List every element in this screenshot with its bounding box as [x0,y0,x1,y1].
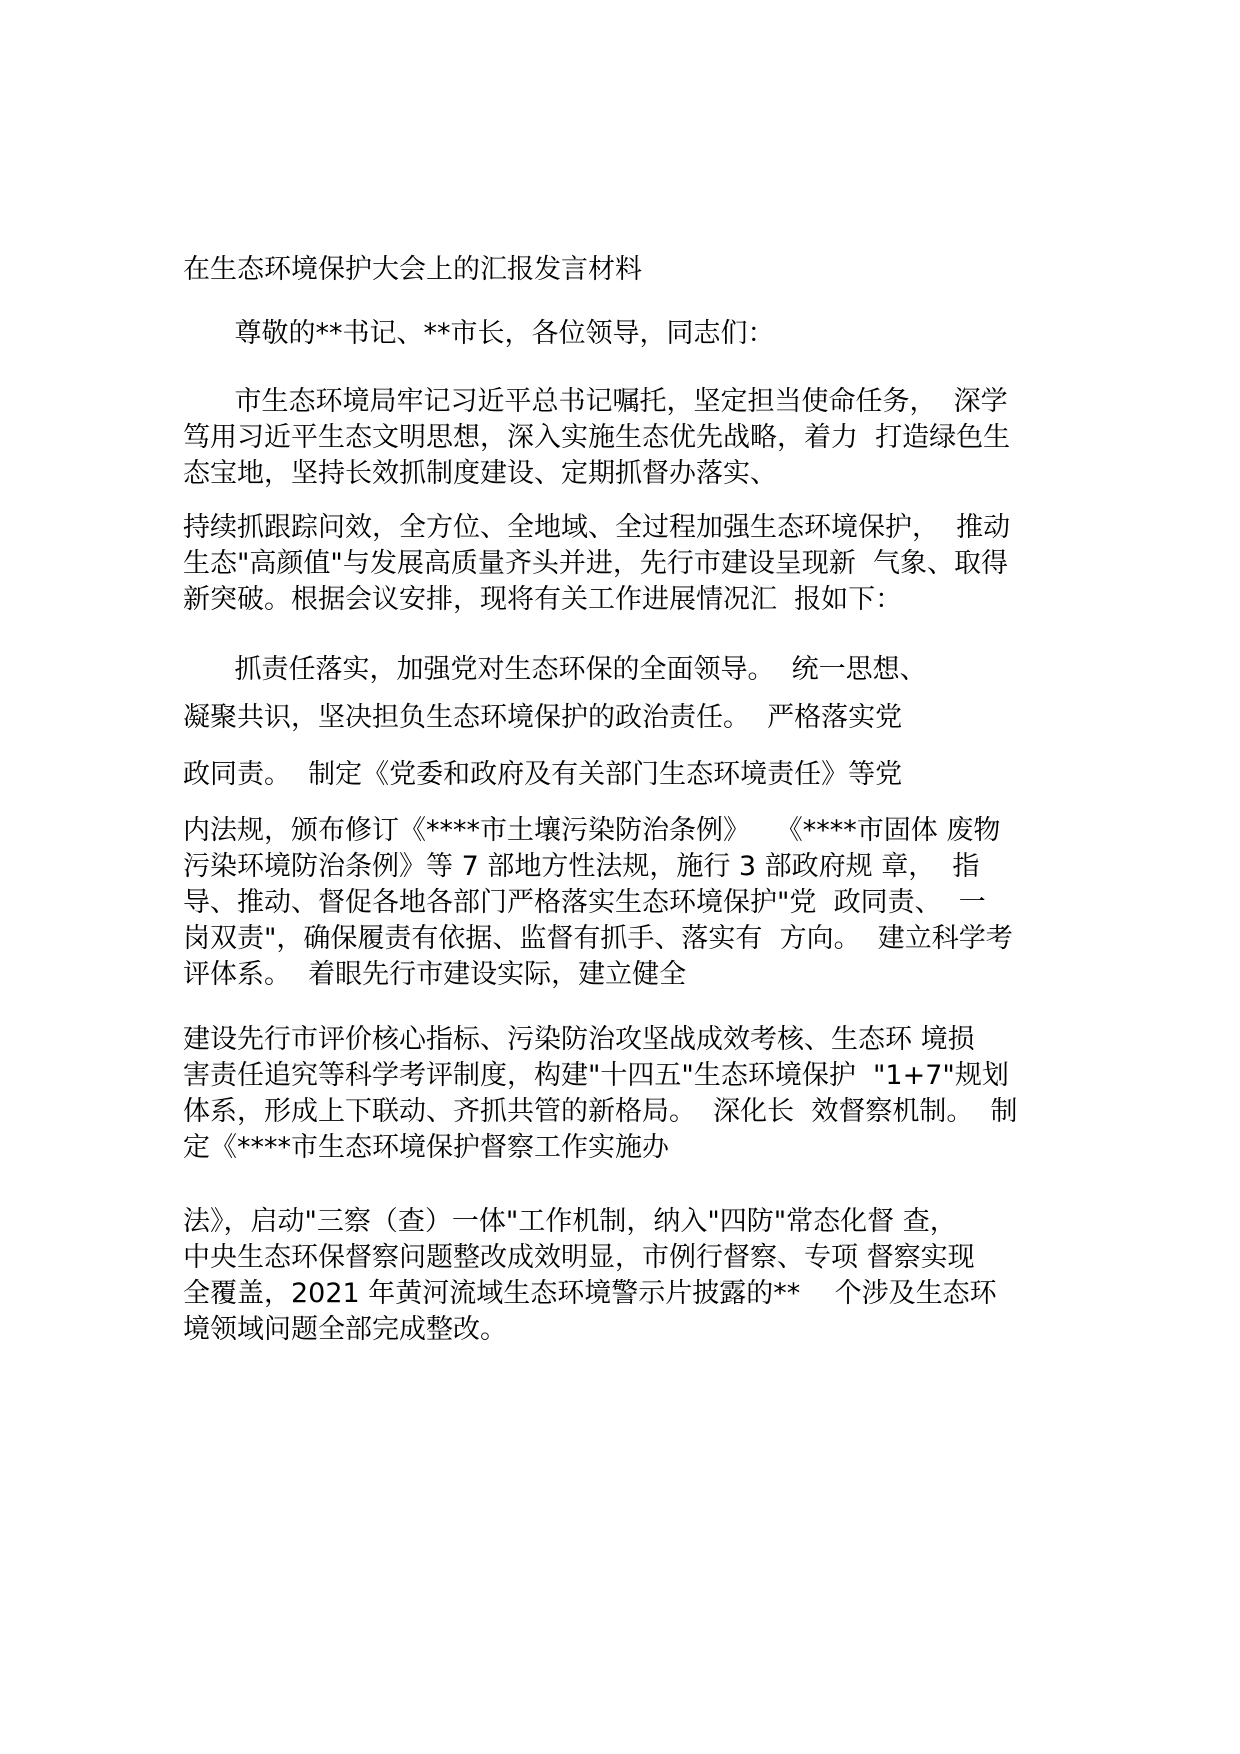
paragraph-responsibility-line-1: 抓责任落实，加强党对生态环保的全面领导。 统一思想、 [183,654,927,685]
document-title: 在生态环境保护大会上的汇报发言材料 [183,254,642,285]
paragraph-intro-continued: 持续抓跟踪问效，全方位、全地域、全过程加强生态环境保护， 推动 生态"高颜值"与发展高质量齐头并进，先行市建设呈现新 气象、取得 新突破。根据会议安排，现将有关工作进展情况汇 报如下： [183,512,1011,615]
paragraph-responsibility-laws: 内法规，颁布修订《****市土壤污染防治条例》 《****市固体 废物 污染环境防治条例》等 7 部地方性法规，施行 3 部政府规 章， 指 导、推动、督促各地各部门严格落实生态环境保护"党 政同责、 一 岗双责"，确保履责有依据、监督有抓手、落实有 方向。 建立科学考 评体系。 着眼先行市建设实际，建立健全 [183,815,1013,990]
paragraph-responsibility-line-2: 凝聚共识，坚决担负生态环境保护的政治责任。 严格落实党 [183,702,903,733]
paragraph-responsibility-evaluation: 建设先行市评价核心指标、污染防治攻坚战成效考核、生态环 境损 害责任追究等科学考评制度，构建"十四五"生态环境保护 "1+7"规划 体系，形成上下联动、齐抓共管的新格局。 深化长 效督察机制。 制 定《****市生态环境保护督察工作实施办 [183,1024,1018,1163]
paragraph-responsibility-inspection: 法》，启动"三察（查）一体"工作机制，纳入"四防"常态化督 查， 中央生态环保督察问题整改成效明显，市例行督察、专项 督察实现 全覆盖，2021 年黄河流域生态环境警示片披露的** 个涉及生态环 境领域问题全部完成整改。 [183,1206,997,1345]
paragraph-responsibility-line-3: 政同责。 制定《党委和政府及有关部门生态环境责任》等党 [183,759,903,790]
salutation-line: 尊敬的**书记、**市长，各位领导，同志们： [183,318,775,349]
paragraph-intro: 市生态环境局牢记习近平总书记嘱托，坚定担当使命任务， 深学 笃用习近平生态文明思想，深入实施生态优先战略，着力 打造绿色生 态宝地，坚持长效抓制度建设、定期抓督办落实、 [183,386,1011,489]
